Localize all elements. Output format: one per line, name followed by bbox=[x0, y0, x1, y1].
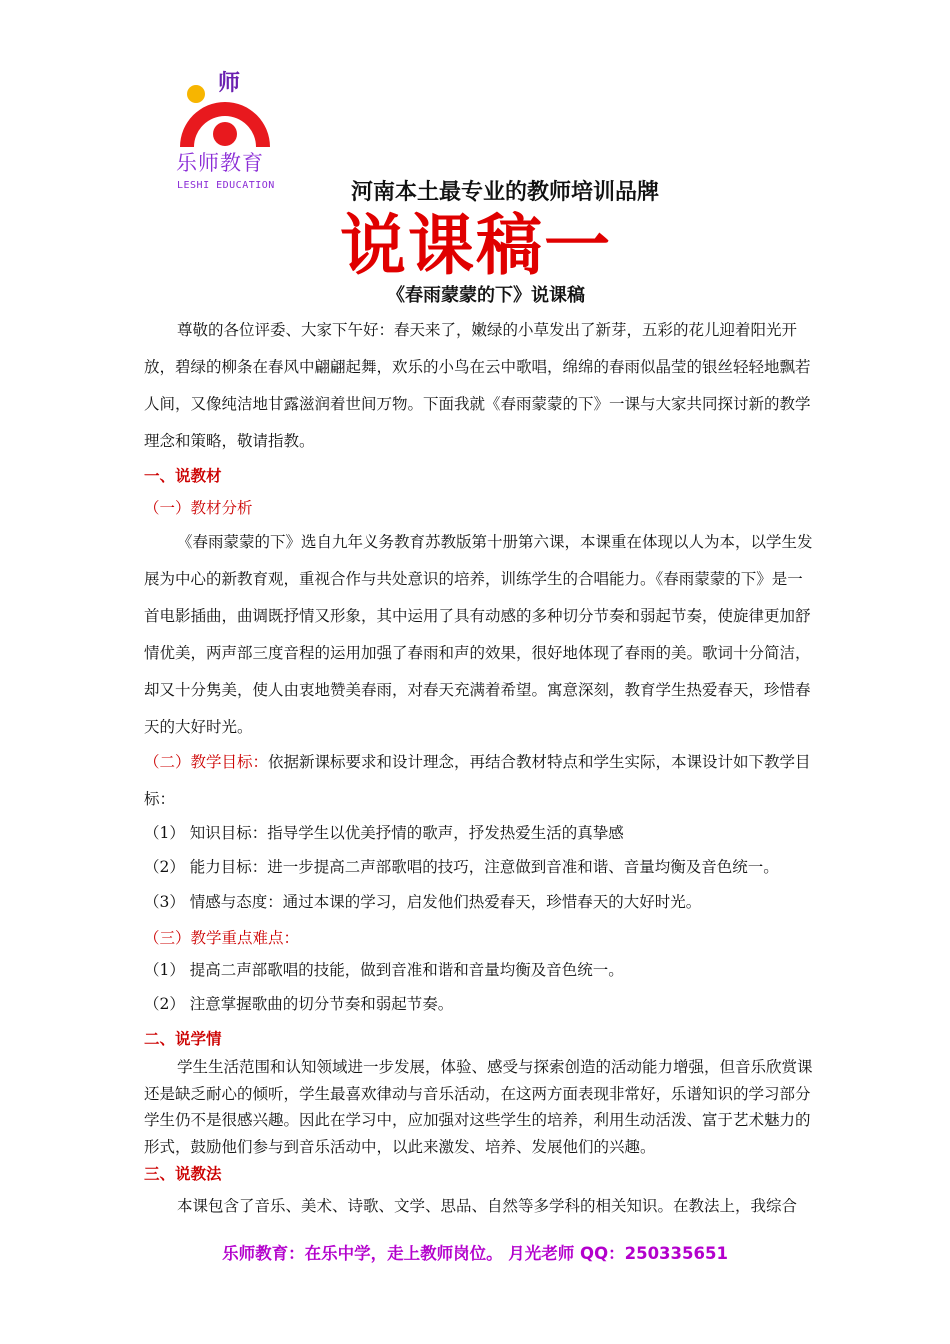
subsection-heading-1-1: （一）教材分析 bbox=[144, 499, 253, 517]
section-heading-2: 二、说学情 bbox=[144, 1030, 222, 1048]
goal-item: （3） 情感与态度：通过本课的学习，启发他们热爱春天，珍惜春天的大好时光。 bbox=[144, 893, 702, 911]
section-heading-3: 三、说教法 bbox=[144, 1165, 222, 1183]
material-analysis-paragraph: 《春雨蒙蒙的下》选自九年义务教育苏教版第十册第六课，本课重在体现以人为本，以学生发展为中心的新教育观，重视合作与共处意识的培养，训练学生的合唱能力。《春雨蒙蒙的下》是一首电影插曲，曲调既抒情又形象，其中运用了具有动感的多种切分节奏和弱起节奏，使旋律更加舒情优美，两声部三度音程的运用加强了春雨和声的效果，很好地体现了春雨的美。歌词十分简洁，却又十分隽美，使人由衷地赞美春雨，对春天充满着希望。寓意深刻，教育学生热爱春天，珍惜春天的大好时光。 bbox=[144, 533, 813, 736]
goal-item: （1） 知识目标：指导学生以优美抒情的歌声，抒发热爱生活的真挚感 bbox=[144, 824, 624, 842]
goal-item: （2） 能力目标：进一步提高二声部歌唱的技巧，注意做到音准和谐、音量均衡及音色统一。 bbox=[144, 858, 779, 876]
teaching-method-paragraph: 本课包含了音乐、美术、诗歌、文学、思品、自然等多学科的相关知识。在教法上，我综合 bbox=[177, 1197, 798, 1215]
subsection-heading-1-2: （二）教学目标： bbox=[144, 753, 269, 771]
page-title: 说课稿一 bbox=[340, 206, 612, 284]
logo-name: 乐师教育 bbox=[176, 151, 264, 175]
brand-slogan: 河南本土最专业的教师培训品牌 bbox=[350, 179, 659, 205]
key-point-item: （2） 注意掌握歌曲的切分节奏和弱起节奏。 bbox=[144, 995, 454, 1013]
teaching-goals-intro: 依据新课标要求和设计理念，再结合教材特点和学生实际，本课设计如下教学目标： bbox=[144, 753, 811, 808]
student-analysis-paragraph: 学生生活范围和认知领域进一步发展，体验、感受与探索创造的活动能力增强，但音乐欣赏课还是缺乏耐心的倾听，学生最喜欢律动与音乐活动，在这两方面表现非常好，乐谱知识的学习部分学生仍不是很感兴趣。因此在学习中，应加强对这些学生的培养，利用生动活泼、富于艺术魅力的形式，鼓励他们参与到音乐活动中，以此来激发、培养、发展他们的兴趣。 bbox=[144, 1058, 813, 1156]
logo-char: 师 bbox=[218, 71, 241, 96]
intro-paragraph: 尊敬的各位评委、大家下午好：春天来了，嫩绿的小草发出了新芽，五彩的花儿迎着阳光开放，碧绿的柳条在春风中翩翩起舞，欢乐的小鸟在云中歌唱，绵绵的春雨似晶莹的银丝轻轻地飘若人间，又像纯洁地甘露滋润着世间万物。下面我就《春雨蒙蒙的下》一课与大家共同探讨新的教学理念和策略，敬请指教。 bbox=[144, 321, 811, 450]
key-point-item: （1） 提高二声部歌唱的技能，做到音准和谐和音量均衡及音色统一。 bbox=[144, 961, 624, 979]
teaching-goals-paragraph bbox=[144, 744, 816, 818]
logo-dot bbox=[187, 85, 205, 103]
subsection-heading-1-3: （三）教学重点难点： bbox=[144, 929, 300, 947]
document-subtitle: 《春雨蒙蒙的下》说课稿 bbox=[387, 285, 585, 306]
logo-center bbox=[213, 122, 237, 146]
footer-contact: 乐师教育：在乐中学，走上教师岗位。 月光老师 QQ：250335651 bbox=[222, 1244, 728, 1263]
section-heading-1: 一、说教材 bbox=[144, 467, 222, 485]
logo-english: LESHI EDUCATION bbox=[177, 180, 275, 191]
